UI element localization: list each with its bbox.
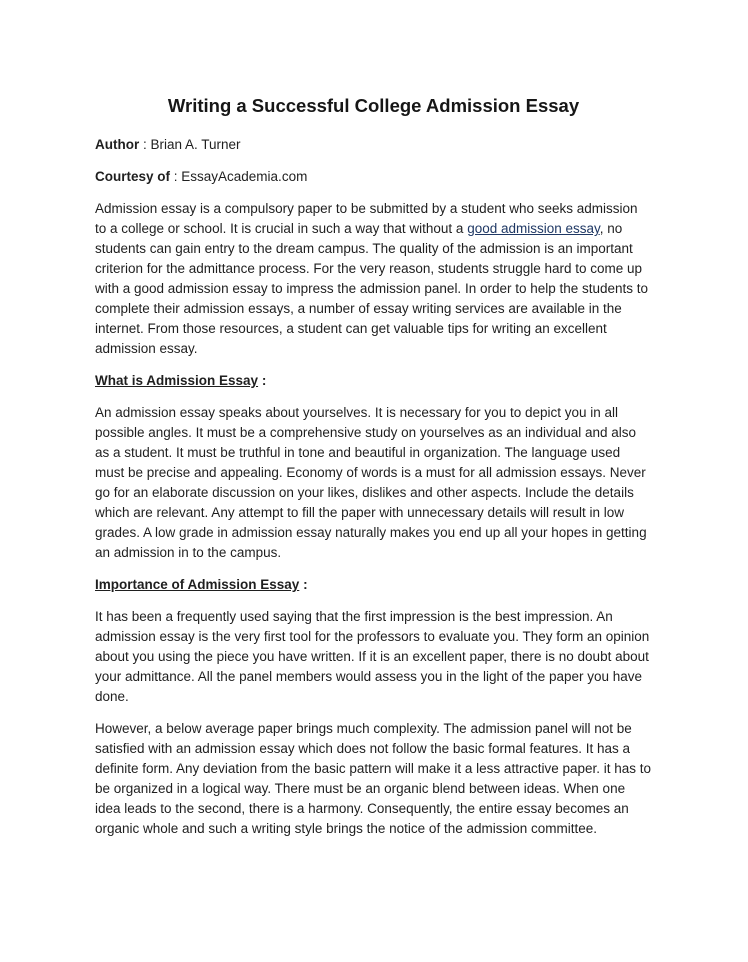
section1-heading-text: What is Admission Essay [95, 373, 259, 388]
section1-paragraph: An admission essay speaks about yourselves. It is necessary for you to depict you in all possible angles. It must be a comprehensive study on yourselves as an individual and also as a student. It must be truthful in tone and beautiful in organization. The language used must be precise and appealing. Economy of words is a must for all admission essays. Never go for an elaborate discussion on your likes, dislikes and other aspects. Include the details which are relevant. Any attempt to fill the paper with unnecessary details will result in low grades. A low grade in admission essay naturally makes you end up all your hopes in getting an admission in to the campus. [95, 405, 647, 560]
author-line [95, 135, 652, 155]
section2-heading-colon: : [299, 577, 308, 592]
section-heading-importance-of-admission-essay [95, 575, 652, 595]
intro-paragraph [95, 199, 652, 359]
section2-heading-text: Importance of Admission Essay [95, 577, 300, 592]
section2-paragraph-1: It has been a frequently used saying that the first impression is the best impression. An admission essay is the very first tool for the professors to evaluate you. They form an opinion about you using the piece you have written. If it is an excellent paper, there is no doubt about your admittance. All the panel members would assess you in the light of the paper you have done. [95, 609, 650, 704]
courtesy-label: Courtesy of [95, 169, 171, 184]
section1-heading-colon: : [258, 373, 267, 388]
courtesy-line [95, 167, 652, 187]
document-title: Writing a Successful College Admission Essay [167, 95, 580, 116]
intro-text-before-link: Admission essay is a compulsory paper to be submitted by a student who seeks admission to a college or school. It is crucial in such a way that without a [95, 201, 638, 236]
courtesy-value: : EssayAcademia.com [170, 169, 308, 184]
author-label: Author [95, 137, 140, 152]
intro-text-after-link: , no students can gain entry to the dream campus. The quality of the admission is an important criterion for the admittance process. For the very reason, students struggle hard to come up with a good admission essay to impress the admission panel. In order to help the students to complete their admission essays, a number of essay writing services are available in the internet. From those resources, a student can get valuable tips for writing an excellent admission essay. [95, 221, 649, 356]
section-heading-what-is-admission-essay [95, 371, 652, 391]
section2-paragraph-2: However, a below average paper brings much complexity. The admission panel will not be satisfied with an admission essay which does not follow the basic formal features. It has a definite form. Any deviation from the basic pattern will make it a less attractive paper. it has to be organized in a logical way. There must be an organic blend between ideas. When one idea leads to the second, there is a harmony. Consequently, the entire essay becomes an organic whole and such a writing style brings the notice of the admission committee. [95, 721, 652, 836]
good-admission-essay-link[interactable]: good admission essay [467, 221, 600, 236]
author-value: : Brian A. Turner [139, 137, 241, 152]
